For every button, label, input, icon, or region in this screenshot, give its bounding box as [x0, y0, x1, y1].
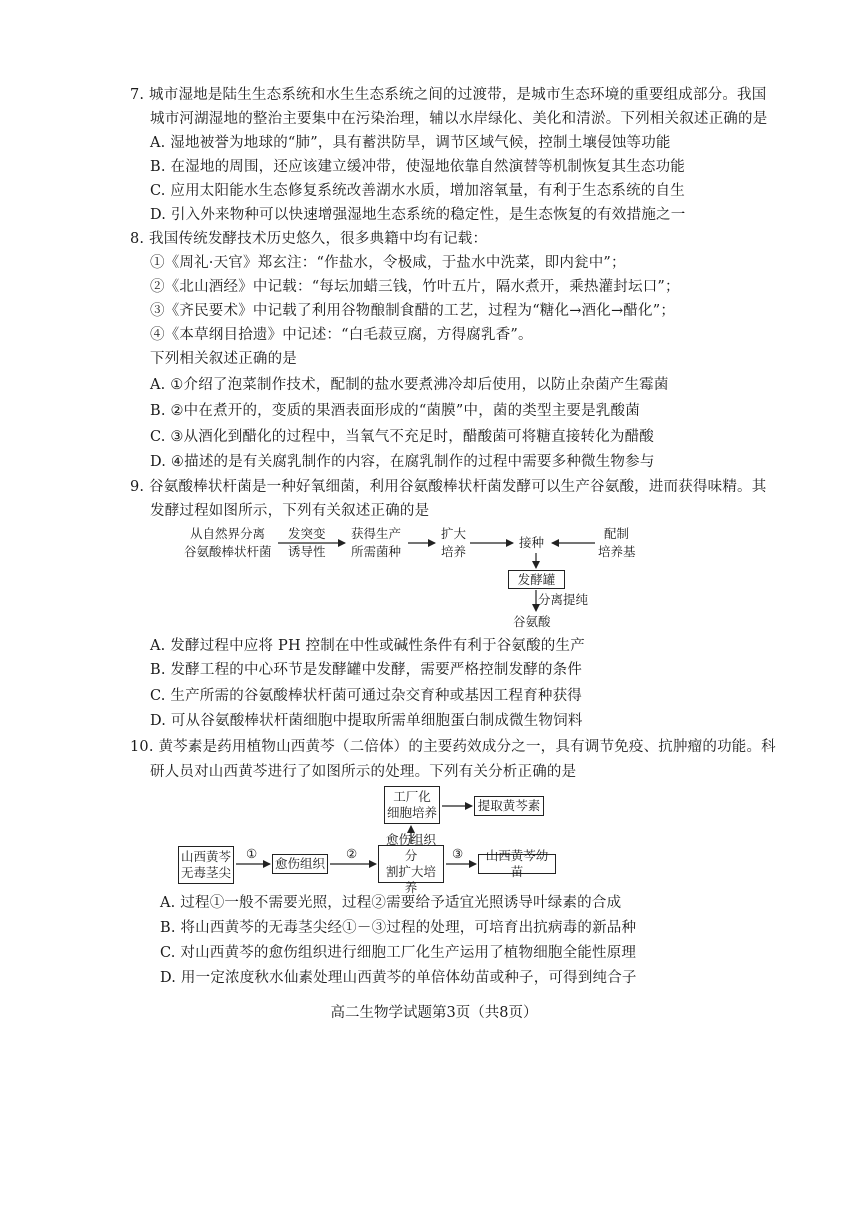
q8-option-a: A. ①介绍了泡菜制作技术，配制的盐水要煮沸冷却后使用，以防止杂菌产生霉菌: [150, 377, 669, 393]
q10-box-factory-line1: 工厂化: [393, 789, 431, 804]
q10-box-factory-culture: [384, 786, 440, 824]
q7-option-c: C. 应用太阳能水生态修复系统改善湖水水质，增加溶氧量，有利于生态系统的自生: [150, 183, 685, 199]
q9-node-expand-line2: 培养: [441, 544, 467, 559]
q9-node-inoculate: 接种: [519, 535, 545, 550]
q10-box-callus-expand-line2: 割扩大培养: [385, 864, 436, 895]
q7-stem-line2: 城市河湖湿地的整治主要集中在污染治理，辅以水岸绿化、美化和清淤。下列相关叙述正确的是: [150, 111, 768, 127]
q10-box-stem-tip-line1: 山西黄芩: [181, 849, 232, 864]
q9-node-medium-line2: 培养基: [598, 544, 636, 559]
q8-question: 下列相关叙述正确的是: [150, 351, 297, 367]
q9-option-b: B. 发酵工程的中心环节是发酵罐中发酵，需要严格控制发酵的条件: [150, 662, 583, 678]
q10-box-callus: 愈伤组织: [272, 854, 328, 874]
q10-option-c: C. 对山西黄芩的愈伤组织进行细胞工厂化生产运用了植物细胞全能性原理: [160, 945, 637, 961]
q8-item-1: ①《周礼·天官》郑玄注：“作盐水，令极咸，于盐水中洗菜，即内瓮中”；: [150, 255, 626, 271]
q9-stem-line1: 9. 谷氨酸棒状杆菌是一种好氧细菌，利用谷氨酸棒状杆菌发酵可以生产谷氨酸，进而获得味精。其: [130, 479, 767, 495]
q8-option-c: C. ③从酒化到醋化的过程中，当氧气不充足时，醋酸菌可将糖直接转化为醋酸: [150, 429, 654, 445]
q10-option-a: A. 过程①一般不需要光照，过程②需要给予适宜光照诱导叶绿素的合成: [160, 895, 622, 911]
q10-step-3: ③: [452, 846, 464, 861]
q10-option-b: B. 将山西黄芩的无毒茎尖经①－③过程的处理，可培育出抗病毒的新品种: [160, 920, 637, 936]
q9-option-d: D. 可从谷氨酸棒状杆菌细胞中提取所需单细胞蛋白制成微生物饲料: [150, 713, 583, 729]
q8-stem: 8. 我国传统发酵技术历史悠久，很多典籍中均有记载：: [130, 231, 488, 247]
q10-box-callus-expand: [378, 832, 444, 895]
q10-box-callus-expand-line1: 愈伤组织分: [385, 832, 436, 863]
q10-step-2: ②: [346, 846, 358, 861]
q9-arrow-label-purify: 分离提纯: [538, 592, 589, 607]
q7-stem-line1: 7. 城市湿地是陆生生态系统和水生生态系统之间的过渡带，是城市生态环境的重要组成部分。我国: [130, 87, 767, 103]
q9-node-fermenter: 发酵罐: [508, 570, 565, 589]
q8-option-b: B. ②中在煮开的，变质的果酒表面形成的“菌膜”中，菌的类型主要是乳酸菌: [150, 403, 640, 419]
q9-node-strain-line2: 所需菌种: [351, 544, 402, 559]
q9-node-strain-line1: 获得生产: [351, 526, 402, 541]
q8-item-2: ②《北山酒经》中记载：“每坛加蜡三钱，竹叶五片，隔水煮开，乘热灌封坛口”；: [150, 279, 680, 295]
q8-item-3: ③《齐民要术》中记载了利用谷物酿制食醋的工艺，过程为“糖化→酒化→醋化”；: [150, 303, 676, 319]
q9-node-medium-line1: 配制: [604, 526, 630, 541]
q10-box-factory-line2: 细胞培养: [387, 805, 438, 820]
q10-box-extract: 提取黄芩素: [474, 796, 544, 816]
q7-option-d: D. 引入外来物种可以快速增强湿地生态系统的稳定性，是生态恢复的有效措施之一: [150, 207, 686, 223]
page-footer: 高二生物学试题第3页（共8页）: [330, 1005, 538, 1021]
q8-option-d: D. ④描述的是有关腐乳制作的内容，在腐乳制作的过程中需要多种微生物参与: [150, 454, 655, 470]
q10-box-stem-tip: [178, 846, 234, 884]
q9-arrow-label-induce: 诱导性: [288, 544, 326, 559]
q7-option-a: A. 湿地被誉为地球的“肺”，具有蓄洪防旱，调节区域气候，控制土壤侵蚀等功能: [150, 135, 671, 151]
q9-node-glutamate: 谷氨酸: [513, 614, 551, 629]
q9-node-expand-line1: 扩大: [441, 526, 467, 541]
q9-option-c: C. 生产所需的谷氨酸棒状杆菌可通过杂交育种或基因工程育种获得: [150, 688, 582, 704]
q10-option-d: D. 用一定浓度秋水仙素处理山西黄芩的单倍体幼苗或种子，可得到纯合子: [160, 970, 637, 986]
q10-step-1: ①: [246, 846, 258, 861]
q10-stem-line2: 研人员对山西黄芩进行了如图所示的处理。下列有关分析正确的是: [150, 764, 577, 780]
q10-box-seedling: 山西黄芩幼苗: [478, 854, 556, 874]
q9-option-a: A. 发酵过程中应将 PH 控制在中性或碱性条件有利于谷氨酸的生产: [150, 638, 585, 654]
q10-box-stem-tip-line2: 无毒茎尖: [181, 865, 232, 880]
q9-stem-line2: 发酵过程如图所示，下列有关叙述正确的是: [150, 503, 430, 519]
q9-node-isolate-line2: 谷氨酸棒状杆菌: [184, 544, 272, 559]
q7-option-b: B. 在湿地的周围，还应该建立缓冲带，使湿地依靠自然演替等机制恢复其生态功能: [150, 159, 685, 175]
q8-item-4: ④《本草纲目拾遗》中记述：“白毛菽豆腐，方得腐乳香”。: [150, 327, 533, 343]
q9-node-isolate-line1: 从自然界分离: [190, 526, 266, 541]
q9-arrow-label-mutation: 发突变: [288, 526, 326, 541]
q10-stem-line1: 10. 黄芩素是药用植物山西黄芩（二倍体）的主要药效成分之一，具有调节免疫、抗肿瘤的功能。科: [130, 739, 776, 755]
